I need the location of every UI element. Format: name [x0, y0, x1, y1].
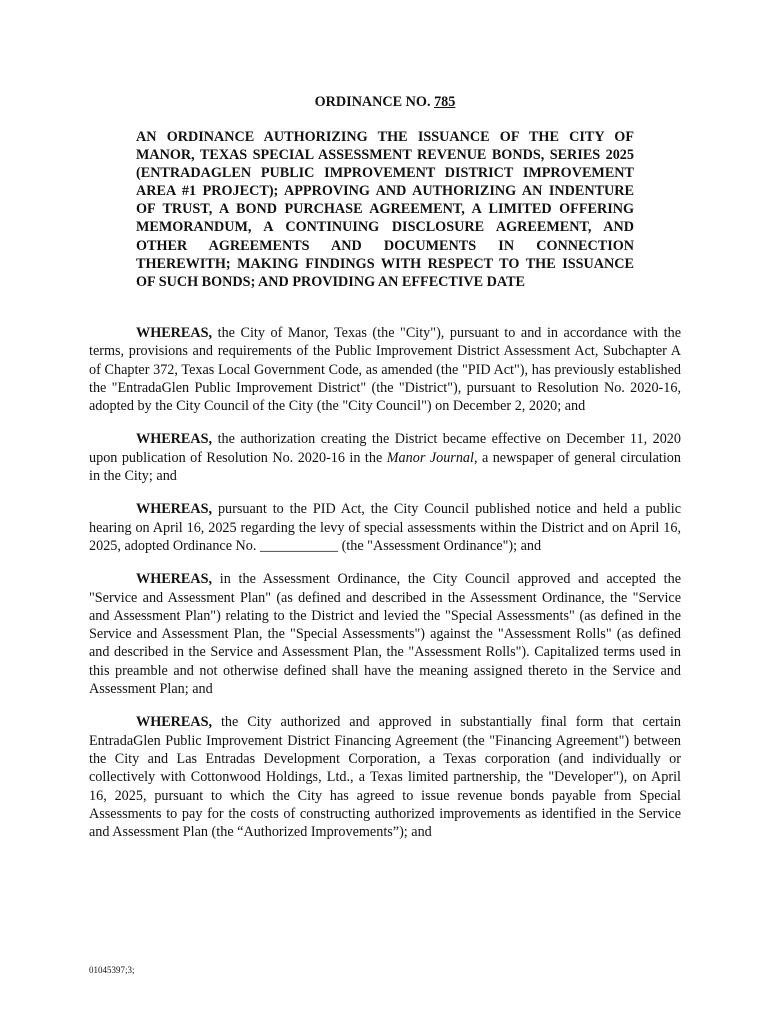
whereas-lead: WHEREAS,: [136, 501, 213, 518]
paragraph-text: , a newspaper of general circulation in the City; and: [89, 449, 681, 485]
paragraph-text: the City of Manor, Texas (the "City"), pursuant to and in accordance with the terms, provisions and requirements of the Public Improvement District Assessment Act, Subchapter A of Chapter 372, Texas Local Government Code, as amended (the "PID Act"), has previously established the "EntradaGlen Public Improvement District" (the "District"), pursuant to Resolution No. 2020-16, adopted by the City Council of the City (the "City Council") on December 2, 2020; and: [89, 325, 681, 415]
whereas-lead: WHEREAS,: [136, 431, 213, 448]
whereas-lead: WHEREAS,: [136, 325, 213, 341]
whereas-paragraph-3: [89, 500, 681, 555]
paragraph-text: the City authorized and approved in substantially final form that certain EntradaGlen Public Improvement District Financing Agreement (the "Financing Agreement") between the City and Las Entradas Development Corporation, a Texas corporation (and individually or collectively with Cottonwood Holdings, Ltd., a Texas limited partnership, the "Developer"), on April 16, 2025, pursuant to which the City has agreed to issue revenue bonds payable from Special Assessments to pay for the costs of constructing authorized improvements as identified in the Service and Assessment Plan (the “Authorized Improvements”); and: [89, 714, 681, 841]
whereas-paragraph-1: [89, 324, 681, 415]
newspaper-name: Manor Journal: [386, 449, 474, 466]
paragraph-text: in the Assessment Ordinance, the City Council approved and accepted the "Service and Assessment Plan" (as defined and described in the Assessment Ordinance, the "Service and Assessment Plan") relating to the District and levied the "Special Assessments" (as defined in the Service and Assessment Plan, the "Special Assessments") against the "Assessment Rolls" (as defined and described in the Service and Assessment Plan, the "Assessment Rolls"). Capitalized terms used in this preamble and not otherwise defined shall have the meaning assigned thereto in the Service and Assessment Plan; and: [89, 571, 681, 698]
ordinance-title: [0, 93, 770, 111]
preamble: [89, 324, 681, 856]
ordinance-number: 785: [434, 94, 456, 110]
whereas-paragraph-4: [89, 570, 681, 698]
paragraph-text: pursuant to the PID Act, the City Council published notice and held a public hearing on April 16, 2025 regarding the levy of special assessments within the District and on April 16, 2025, adopted Ordinance No. ___________ (the "Assessment Ordinance"); and: [89, 501, 681, 554]
whereas-lead: WHEREAS,: [136, 571, 213, 588]
whereas-paragraph-5: [89, 713, 681, 841]
ordinance-title-prefix: ORDINANCE NO.: [314, 94, 435, 110]
whereas-paragraph-2: [89, 430, 681, 485]
whereas-lead: WHEREAS,: [136, 714, 213, 731]
paragraph-text: the authorization creating the District became effective on December 11, 2020 upon publication of Resolution No. 2020-16 in the: [89, 431, 681, 466]
document-id-footer: 01045397;3;: [89, 965, 135, 975]
ordinance-caption: AN ORDINANCE AUTHORIZING THE ISSUANCE OF THE CITY OF MANOR, TEXAS SPECIAL ASSESSMENT REVENUE BONDS, SERIES 2025 (ENTRADAGLEN PUBLIC IMPROVEMENT DISTRICT IMPROVEMENT AREA #1 PROJECT); APPROVING AND AUTHORIZING AN INDENTURE OF TRUST, A BOND PURCHASE AGREEMENT, A LIMITED OFFERING MEMORANDUM, A CONTINUING DISCLOSURE AGREEMENT, AND OTHER AGREEMENTS AND DOCUMENTS IN CONNECTION THEREWITH; MAKING FINDINGS WITH RESPECT TO THE ISSUANCE OF SUCH BONDS; AND PROVIDING AN EFFECTIVE DATE: [136, 129, 634, 290]
